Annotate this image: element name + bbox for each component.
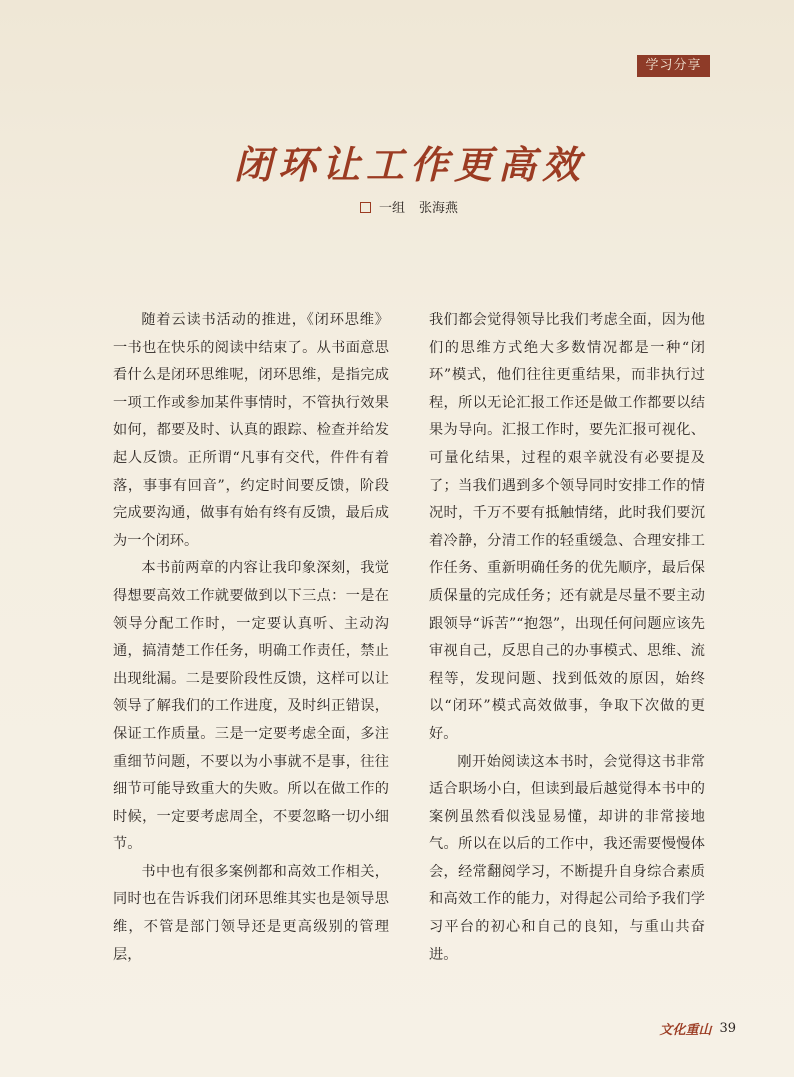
page-footer [659,1018,736,1038]
article-title: 闭环让工作更高效 [233,142,586,187]
right-column [429,307,705,969]
section-tag: 学习分享 [637,55,710,77]
author-group: 一组 [378,201,405,216]
author-name: 张海燕 [419,201,459,216]
square-bullet-icon [360,202,371,213]
left-column [113,307,389,969]
paragraph: 书中也有很多案例都和高效工作相关，同时也在告诉我们闭环思维其实也是领导思维，不管是部门领导还是更高级别的管理层， [113,863,389,963]
paragraph: 刚开始阅读这本书时，会觉得这书非常适合职场小白，但读到最后越觉得本书中的案例虽然看似浅显易懂，却讲的非常接地气。所以在以后的工作中，我还需要慢慢体会，经常翻阅学习，不断提升自身综合素质和高效工作的能力，对得起公司给予我们学习平台的初心和自己的良知，与重山共奋进。 [429,753,705,963]
byline [0,201,794,217]
paragraph-continued: 我们都会觉得领导比我们考虑全面，因为他们的思维方式绝大多数情况都是一种“闭环”模式，他们往往更重结果，而非执行过程，所以无论汇报工作还是做工作都要以结果为导向。汇报工作时，要先汇报可视化、可量化结果，过程的艰辛就没有必要提及了；当我们遇到多个领导同时安排工作的情况时，千万不要有抵触情绪，此时我们要沉着冷静，分清工作的轻重缓急、合理安排工作任务、重新明确任务的优先顺序，最后保质保量的完成任务；还有就是尽量不要主动跟领导“诉苦”“抱怨”，出现任何问题应该先审视自己，反思自己的办事模式、思维、流程等，发现问题、找到低效的原因，始终以“闭环”模式高效做事，争取下次做的更好。 [429,312,705,742]
magazine-logo: 文化重山 [659,1022,712,1038]
page-number: 39 [719,1020,736,1036]
paragraph: 随着云读书活动的推进，《闭环思维》一书也在快乐的阅读中结束了。从书面意思看什么是闭环思维呢，闭环思维，是指完成一项工作或参加某件事情时，不管执行效果如何，都要及时、认真的跟踪、检查并给发起人反馈。正所谓“凡事有交代，件件有着落，事事有回音”，约定时间要反馈，阶段完成要沟通，做事有始有终有反馈，最后成为一个闭环。 [113,312,389,549]
paragraph: 本书前两章的内容让我印象深刻，我觉得想要高效工作就要做到以下三点：一是在领导分配工作时，一定要认真听、主动沟通，搞清楚工作任务，明确工作责任，禁止出现纰漏。二是要阶段性反馈，这样可以让领导了解我们的工作进度，及时纠正错误，保证工作质量。三是一定要考虑全面，多注重细节问题，不要以为小事就不是事，往往细节可能导致重大的失败。所以在做工作的时候，一定要考虑周全，不要忽略一切小细节。 [113,560,389,853]
